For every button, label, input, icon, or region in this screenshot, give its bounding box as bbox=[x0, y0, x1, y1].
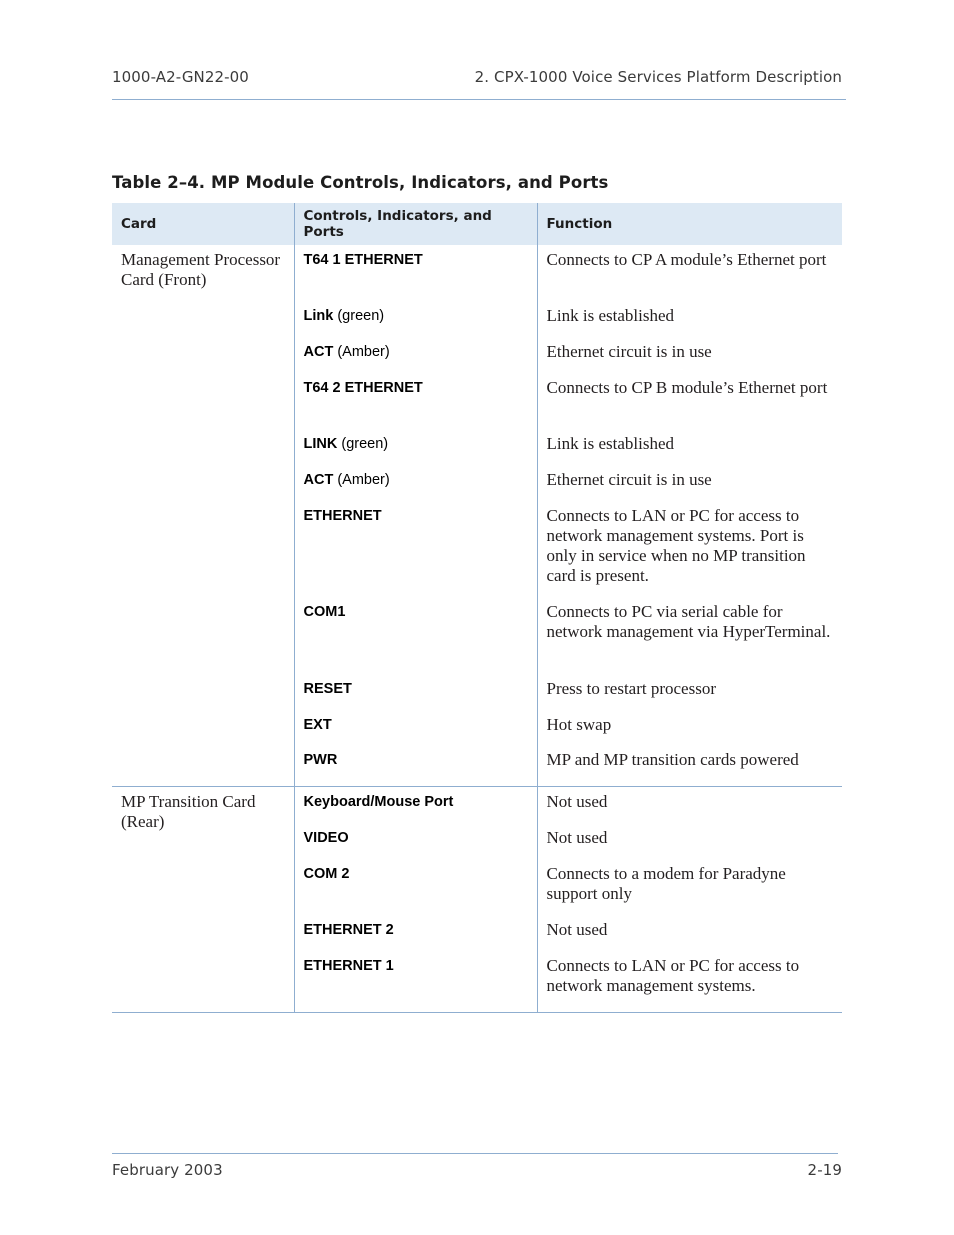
function-text: Connects to LAN or PC for access to network management systems. bbox=[546, 956, 800, 995]
control-item bbox=[304, 342, 528, 378]
control-name: COM1 bbox=[303, 604, 346, 620]
table-group-row bbox=[112, 245, 842, 787]
column-header-card: Card bbox=[112, 203, 294, 245]
function-cell bbox=[537, 787, 842, 1013]
function-text: Press to restart processor bbox=[546, 679, 716, 698]
control-name: ACT bbox=[303, 344, 334, 360]
control-name: PWR bbox=[303, 752, 338, 768]
footer-date: February 2003 bbox=[112, 1161, 223, 1179]
control-name: T64 2 ETHERNET bbox=[303, 380, 423, 396]
control-item bbox=[304, 864, 528, 920]
control-item bbox=[304, 602, 528, 679]
control-name: EXT bbox=[303, 717, 332, 733]
control-item bbox=[304, 470, 528, 506]
control-item bbox=[304, 306, 528, 342]
function-text: Connects to a modem for Paradyne support only bbox=[546, 864, 786, 903]
control-name: VIDEO bbox=[303, 830, 349, 846]
function-text: Hot swap bbox=[546, 715, 612, 734]
header-doc-number: 1000-A2-GN22-00 bbox=[112, 68, 249, 86]
card-name-cell: Management Processor Card (Front) bbox=[112, 245, 294, 787]
control-color-note: (green) bbox=[333, 308, 385, 324]
page-number: 2-19 bbox=[807, 1161, 842, 1179]
control-color-note: (Amber) bbox=[333, 472, 390, 488]
control-item bbox=[304, 956, 528, 1012]
table-group-row bbox=[112, 787, 842, 1013]
control-item bbox=[304, 679, 528, 715]
function-text: MP and MP transition cards powered bbox=[546, 750, 799, 769]
control-item bbox=[304, 434, 528, 470]
table-header-row bbox=[112, 203, 842, 245]
function-text: Link is established bbox=[546, 306, 674, 325]
control-color-note: (green) bbox=[337, 436, 389, 452]
control-item bbox=[304, 828, 528, 864]
control-name: Keyboard/Mouse Port bbox=[303, 794, 454, 810]
function-text: Not used bbox=[546, 920, 608, 939]
function-text: Not used bbox=[546, 828, 608, 847]
control-item bbox=[304, 250, 528, 306]
control-item bbox=[304, 792, 528, 828]
column-header-function: Function bbox=[537, 203, 842, 245]
header-chapter-title: 2. CPX-1000 Voice Services Platform Description bbox=[474, 68, 842, 86]
controls-cell bbox=[294, 787, 537, 1013]
control-name: T64 1 ETHERNET bbox=[303, 252, 423, 268]
column-header-controls: Controls, Indicators, and Ports bbox=[294, 203, 537, 245]
header-rule bbox=[112, 99, 846, 100]
control-item bbox=[304, 715, 528, 750]
control-item bbox=[304, 378, 528, 434]
table-caption: Table 2–4. MP Module Controls, Indicators, and Ports bbox=[112, 173, 609, 192]
function-text: Link is established bbox=[546, 434, 674, 453]
function-text: Connects to CP A module’s Ethernet port bbox=[546, 250, 827, 269]
control-name: LINK bbox=[303, 436, 338, 452]
function-text: Connects to PC via serial cable for network management via HyperTerminal. bbox=[546, 602, 831, 641]
control-name: ACT bbox=[303, 472, 334, 488]
controls-table bbox=[112, 203, 842, 1013]
function-text: Connects to LAN or PC for access to network management systems. Port is only in service when no MP transition card is present. bbox=[546, 506, 806, 585]
function-text: Not used bbox=[546, 792, 608, 811]
control-name: ETHERNET 2 bbox=[303, 922, 394, 938]
control-name: ETHERNET 1 bbox=[303, 958, 394, 974]
controls-cell bbox=[294, 245, 537, 787]
control-name: RESET bbox=[303, 681, 352, 697]
control-name: Link bbox=[303, 308, 334, 324]
function-text: Connects to CP B module’s Ethernet port bbox=[546, 378, 828, 397]
control-color-note: (Amber) bbox=[333, 344, 390, 360]
control-item bbox=[304, 750, 528, 786]
control-name: ETHERNET bbox=[303, 508, 382, 524]
control-item bbox=[304, 920, 528, 956]
function-cell bbox=[537, 245, 842, 787]
function-text: Ethernet circuit is in use bbox=[546, 342, 712, 361]
card-name-cell: MP Transition Card (Rear) bbox=[112, 787, 294, 1013]
control-item bbox=[304, 506, 528, 602]
function-text: Ethernet circuit is in use bbox=[546, 470, 712, 489]
control-name: COM 2 bbox=[303, 866, 350, 882]
footer-rule bbox=[112, 1153, 838, 1154]
